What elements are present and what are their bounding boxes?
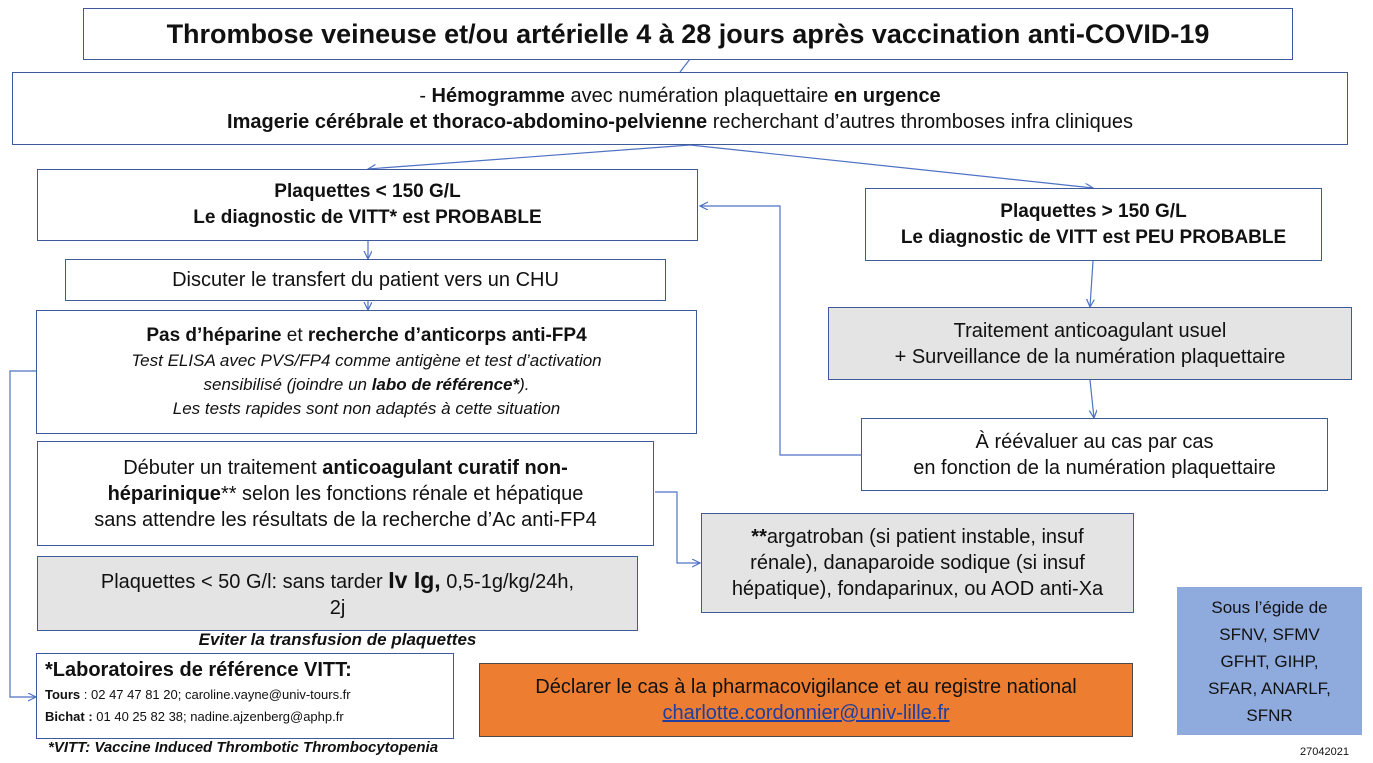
low-platelets-box [37, 169, 698, 241]
title-box [83, 8, 1293, 60]
start-treatment-line-2 [38, 481, 653, 507]
ivig-line-2: 2j [329, 596, 346, 619]
societies-line-1: Sous l’égide de [1211, 597, 1328, 617]
tours-lab [45, 684, 445, 706]
reevaluate-line-2: en fonction de la numération plaquettaire [913, 456, 1276, 479]
rapid-tests-text: Les tests rapides sont non adaptés à cette situation [172, 399, 561, 418]
reference-lab-post: ). [519, 375, 530, 394]
document-code: 27042021 [1300, 746, 1349, 758]
bichat-lab [45, 706, 445, 728]
reference-lab-text [37, 373, 696, 397]
bichat-label: Bichat : [45, 709, 93, 724]
reference-lab-pre: sensibilisé (joindre un [203, 375, 372, 394]
ivig-text-1: Plaquettes < 50 G/l: sans tarder [100, 570, 389, 593]
exams-text-1: avec numération plaquettaire [564, 84, 834, 107]
connector-treatment-argatroban [655, 492, 700, 563]
declare-box [479, 663, 1133, 737]
high-platelets-line-2: Le diagnostic de VITT est PEU PROBABLE [900, 226, 1287, 248]
bichat-contact: 01 40 25 82 38; nadine.ajzenberg@aphp.fr [92, 709, 344, 724]
low-platelets-line-2: Le diagnostic de VITT* est PROBABLE [193, 207, 542, 228]
societies-box [1177, 587, 1362, 735]
tours-contact: : 02 47 47 81 20; caroline.vayne@univ-tours.fr [80, 687, 351, 702]
declare-text: Déclarer le cas à la pharmacovigilance et au registre national [535, 676, 1077, 698]
high-platelets-line-1: Plaquettes > 150 G/L [1000, 200, 1187, 222]
imaging-label: Imagerie cérébrale et thoraco-abdomino-pelvienne [227, 110, 708, 133]
argatroban-box [701, 513, 1134, 613]
transfusion-note: Eviter la transfusion de plaquettes [198, 630, 477, 649]
argatroban-line-2: rénale), danaparoide sodique (si insuf [750, 552, 1085, 574]
societies-line-3: GFHT, GIHP, [1220, 651, 1319, 671]
low-platelets-line-1: Plaquettes < 150 G/L [274, 181, 461, 202]
argatroban-line-1 [702, 524, 1133, 550]
usual-treatment-line-2: + Surveillance de la numération plaquettaire [894, 345, 1286, 368]
ivig-line-1 [38, 567, 637, 595]
urgent-label: en urgence [833, 84, 941, 107]
start-treatment-text-2: ** selon les fonctions rénale et hépatique [220, 482, 584, 505]
start-treatment-text-1: Débuter un traitement [123, 456, 323, 479]
no-heparin-line-1 [37, 323, 696, 349]
no-heparin-box [36, 310, 697, 434]
exams-box [12, 72, 1348, 145]
no-heparin-and: et [281, 325, 308, 346]
societies-line-2: SFNV, SFMV [1219, 624, 1320, 644]
usual-treatment-box [828, 307, 1352, 380]
exams-dash: - [419, 84, 432, 107]
argatroban-text-1: argatroban (si patient instable, insuf [766, 526, 1084, 548]
reference-labs-heading: *Laboratoires de référence VITT: [45, 659, 352, 681]
transfer-box [65, 259, 666, 301]
elisa-text: Test ELISA avec PVS/FP4 comme antigène et test d’activation [131, 351, 602, 370]
usual-treatment-line-1: Traitement anticoagulant usuel [953, 319, 1227, 342]
societies-line-5: SFNR [1246, 705, 1293, 725]
connector-high-usual [1090, 261, 1093, 307]
exams-text-2: recherchant d’autres thromboses infra cliniques [707, 110, 1133, 133]
reference-labs-box [36, 653, 454, 739]
anticoagulant-label: anticoagulant curatif non- [322, 456, 568, 479]
connector-heparin-labs [10, 371, 36, 697]
ivig-label: Iv Ig, [388, 566, 441, 593]
connector-usual-reevaluate [1090, 380, 1094, 418]
tours-label: Tours [45, 687, 81, 702]
declare-email-link[interactable]: charlotte.cordonnier@univ-lille.fr [662, 702, 950, 724]
exams-line-1 [13, 83, 1347, 109]
vitt-definition-note: *VITT: Vaccine Induced Thrombotic Thrombocytopenia [48, 739, 439, 756]
exams-line-2 [13, 109, 1347, 135]
start-treatment-box [37, 441, 654, 546]
start-treatment-line-1 [38, 455, 653, 481]
argatroban-line-3: hépatique), fondaparinux, ou AOD anti-Xa [731, 578, 1104, 600]
page-title: Thrombose veineuse et/ou artérielle 4 à 28 jours après vaccination anti-COVID-19 [166, 18, 1210, 49]
connector-exams-low [368, 145, 690, 169]
heparinique-label: héparinique [107, 482, 221, 505]
start-treatment-line-3: sans attendre les résultats de la recherche d’Ac anti-FP4 [94, 508, 597, 531]
ivig-text-2: 0,5-1g/kg/24h, [440, 570, 575, 593]
argatroban-stars: ** [751, 526, 767, 548]
societies-line-4: SFAR, ANARLF, [1208, 678, 1331, 698]
transfer-text: Discuter le transfert du patient vers un CHU [172, 269, 559, 291]
reference-lab-bold: labo de référence* [371, 375, 520, 394]
reevaluate-box [861, 418, 1328, 491]
connector-exams-high [690, 145, 1093, 188]
high-platelets-box [865, 188, 1322, 261]
connector-title-exams [680, 59, 690, 72]
no-heparin-label: Pas d’héparine [146, 325, 282, 346]
ivig-box [37, 556, 638, 631]
anti-fp4-label: recherche d’anticorps anti-FP4 [307, 325, 587, 346]
reevaluate-line-1: À réévaluer au cas par cas [975, 430, 1214, 453]
hemogram-label: Hémogramme [431, 84, 565, 107]
